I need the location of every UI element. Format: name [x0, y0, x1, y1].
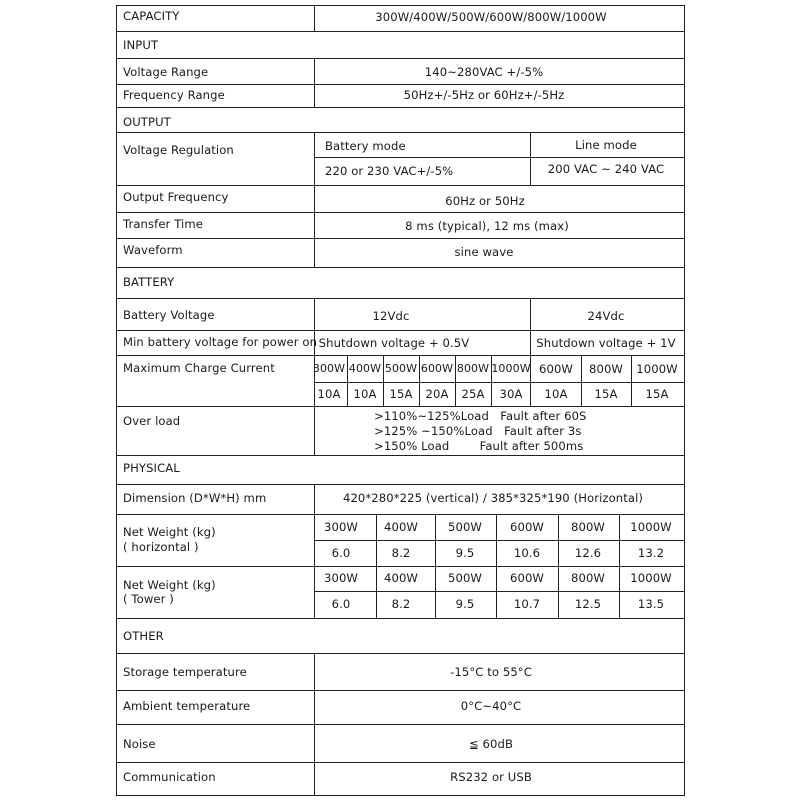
tower-model-800w: 800W — [571, 571, 605, 585]
tower-weight-300w: 6.0 — [331, 597, 351, 611]
ambient-temperature-label: Ambient temperature — [123, 699, 251, 713]
grid-line-vertical — [314, 298, 315, 456]
tower-weight-1000w: 13.5 — [637, 597, 665, 611]
charge-current-12-600w: 20A — [425, 387, 449, 401]
grid-line-vertical — [619, 514, 620, 619]
charge-current-12-1000w: 30A — [499, 387, 523, 401]
charge-model-24-1000w: 1000W — [636, 362, 678, 376]
communication-value: RS232 or USB — [450, 770, 532, 784]
net-weight-horizontal-label: Net Weight (kg) — [123, 525, 216, 539]
storage-temperature-value: -15°C to 55°C — [450, 665, 532, 679]
tower-weight-800w: 12.5 — [574, 597, 602, 611]
horizontal-weight-300w: 6.0 — [331, 546, 351, 560]
grid-line-vertical — [530, 298, 531, 407]
max-charge-label: Maximum Charge Current — [123, 361, 275, 375]
horizontal-model-300w: 300W — [324, 520, 358, 534]
charge-model-24-800w: 800W — [589, 362, 623, 376]
transfer-time-value: 8 ms (typical), 12 ms (max) — [405, 219, 569, 233]
grid-line-horizontal — [116, 762, 685, 763]
grid-line-horizontal — [314, 540, 685, 541]
grid-line-vertical — [314, 132, 315, 268]
grid-line-vertical — [558, 514, 559, 619]
grid-line-horizontal — [116, 212, 685, 213]
battery-voltage-label: Battery Voltage — [123, 308, 215, 322]
charge-model-12-300w: 300W — [312, 362, 346, 375]
transfer-time-label: Transfer Time — [123, 217, 203, 231]
net-weight-horizontal-sublabel: ( horizontal ) — [123, 540, 199, 554]
grid-line-vertical — [314, 484, 315, 619]
horizontal-weight-600w: 10.6 — [513, 546, 541, 560]
grid-line-vertical — [376, 514, 377, 619]
dimension-value: 420*280*225 (vertical) / 385*325*190 (Horizontal) — [342, 491, 644, 505]
charge-current-12-300w: 10A — [317, 387, 341, 401]
net-weight-tower-label: Net Weight (kg) — [123, 578, 216, 592]
grid-line-horizontal — [116, 355, 685, 356]
storage-temperature-label: Storage temperature — [123, 665, 247, 679]
battery-mode-value: 220 or 230 VAC+/-5% — [325, 164, 454, 178]
horizontal-weight-500w: 9.5 — [455, 546, 475, 560]
grid-line-horizontal — [116, 653, 685, 654]
output-section-title: OUTPUT — [123, 115, 171, 129]
capacity-label: CAPACITY — [123, 9, 180, 23]
dimension-label: Dimension (D*W*H) mm — [123, 491, 267, 505]
grid-line-horizontal — [314, 157, 685, 158]
grid-line-horizontal — [116, 330, 685, 331]
tower-model-300w: 300W — [324, 571, 358, 585]
grid-line-horizontal — [116, 107, 685, 108]
grid-line-horizontal — [116, 455, 685, 456]
grid-line-horizontal — [116, 795, 685, 796]
min-voltage-label: Min battery voltage for power on — [123, 335, 318, 349]
min-voltage-24: Shutdown voltage + 1V — [536, 336, 676, 350]
grid-line-horizontal — [116, 514, 685, 515]
grid-line-vertical — [314, 5, 315, 32]
physical-section-title: PHYSICAL — [123, 461, 180, 475]
overload-line-3: >150% Load Fault after 500ms — [374, 439, 584, 453]
grid-line-horizontal — [116, 267, 685, 268]
grid-line-vertical — [435, 514, 436, 619]
other-section-title: OTHER — [123, 629, 164, 643]
grid-line-horizontal — [116, 185, 685, 186]
charge-model-12-800w: 800W — [456, 362, 490, 375]
min-voltage-12: Shutdown voltage + 0.5V — [318, 336, 470, 350]
horizontal-weight-1000w: 13.2 — [637, 546, 665, 560]
grid-line-vertical — [314, 653, 315, 796]
voltage-range-value: 140~280VAC +/-5% — [424, 65, 544, 79]
voltage-range-label: Voltage Range — [123, 65, 209, 79]
line-mode-value: 200 VAC ~ 240 VAC — [547, 162, 665, 176]
battery-voltage-12: 12Vdc — [372, 309, 410, 323]
grid-line-horizontal — [116, 618, 685, 619]
tower-weight-600w: 10.7 — [513, 597, 541, 611]
overload-line-2: >125% ~150%Load Fault after 3s — [374, 424, 582, 438]
grid-line-horizontal — [116, 31, 685, 32]
grid-line-horizontal — [314, 382, 685, 383]
horizontal-model-400w: 400W — [384, 520, 418, 534]
charge-current-12-800w: 25A — [461, 387, 485, 401]
frequency-range-value: 50Hz+/-5Hz or 60Hz+/-5Hz — [403, 88, 565, 102]
battery-mode-label: Battery mode — [325, 139, 406, 153]
grid-line-horizontal — [116, 238, 685, 239]
grid-line-horizontal — [116, 84, 685, 85]
overload-line-1: >110%~125%Load Fault after 60S — [374, 409, 587, 423]
charge-model-12-500w: 500W — [384, 362, 418, 375]
waveform-value: sine wave — [454, 245, 514, 259]
horizontal-model-1000w: 1000W — [630, 520, 672, 534]
input-section-title: INPUT — [123, 38, 159, 52]
horizontal-weight-400w: 8.2 — [391, 546, 411, 560]
grid-line-vertical — [496, 514, 497, 619]
grid-line-horizontal — [116, 406, 685, 407]
output-frequency-value: 60Hz or 50Hz — [445, 194, 525, 208]
grid-line-vertical — [684, 5, 685, 796]
tower-model-1000w: 1000W — [630, 571, 672, 585]
charge-model-12-600w: 600W — [420, 362, 454, 375]
grid-line-vertical — [581, 355, 582, 407]
grid-line-horizontal — [116, 298, 685, 299]
charge-current-24-1000w: 15A — [645, 387, 669, 401]
horizontal-model-800w: 800W — [571, 520, 605, 534]
ambient-temperature-value: 0°C~40°C — [460, 699, 522, 713]
grid-line-vertical — [631, 355, 632, 407]
grid-line-vertical — [314, 58, 315, 108]
battery-voltage-24: 24Vdc — [587, 309, 625, 323]
line-mode-label: Line mode — [575, 138, 637, 152]
noise-value: ≦ 60dB — [468, 737, 514, 751]
charge-current-12-500w: 15A — [389, 387, 413, 401]
waveform-label: Waveform — [123, 243, 183, 257]
communication-label: Communication — [123, 770, 216, 784]
tower-model-400w: 400W — [384, 571, 418, 585]
tower-model-600w: 600W — [510, 571, 544, 585]
tower-weight-400w: 8.2 — [391, 597, 411, 611]
charge-model-12-400w: 400W — [348, 362, 382, 375]
charge-model-24-600w: 600W — [539, 362, 573, 376]
grid-line-vertical — [530, 132, 531, 186]
horizontal-weight-800w: 12.6 — [574, 546, 602, 560]
grid-line-horizontal — [116, 484, 685, 485]
grid-line-vertical — [116, 5, 117, 796]
net-weight-tower-sublabel: ( Tower ) — [123, 592, 174, 606]
battery-section-title: BATTERY — [123, 275, 175, 289]
grid-line-horizontal — [116, 566, 685, 567]
grid-line-horizontal — [116, 58, 685, 59]
horizontal-model-600w: 600W — [510, 520, 544, 534]
voltage-regulation-label: Voltage Regulation — [123, 143, 234, 157]
tower-weight-500w: 9.5 — [455, 597, 475, 611]
grid-line-horizontal — [116, 690, 685, 691]
output-frequency-label: Output Frequency — [123, 190, 229, 204]
grid-line-horizontal — [116, 132, 685, 133]
grid-line-horizontal — [314, 591, 685, 592]
capacity-value: 300W/400W/500W/600W/800W/1000W — [375, 10, 607, 24]
frequency-range-label: Frequency Range — [123, 88, 225, 102]
charge-model-12-1000w: 1000W — [491, 362, 531, 375]
charge-current-24-800w: 15A — [594, 387, 618, 401]
charge-current-12-400w: 10A — [353, 387, 377, 401]
tower-model-500w: 500W — [448, 571, 482, 585]
charge-current-24-600w: 10A — [544, 387, 568, 401]
noise-label: Noise — [123, 737, 156, 751]
overload-label: Over load — [123, 414, 181, 428]
grid-line-horizontal — [116, 5, 685, 6]
grid-line-horizontal — [116, 724, 685, 725]
horizontal-model-500w: 500W — [448, 520, 482, 534]
